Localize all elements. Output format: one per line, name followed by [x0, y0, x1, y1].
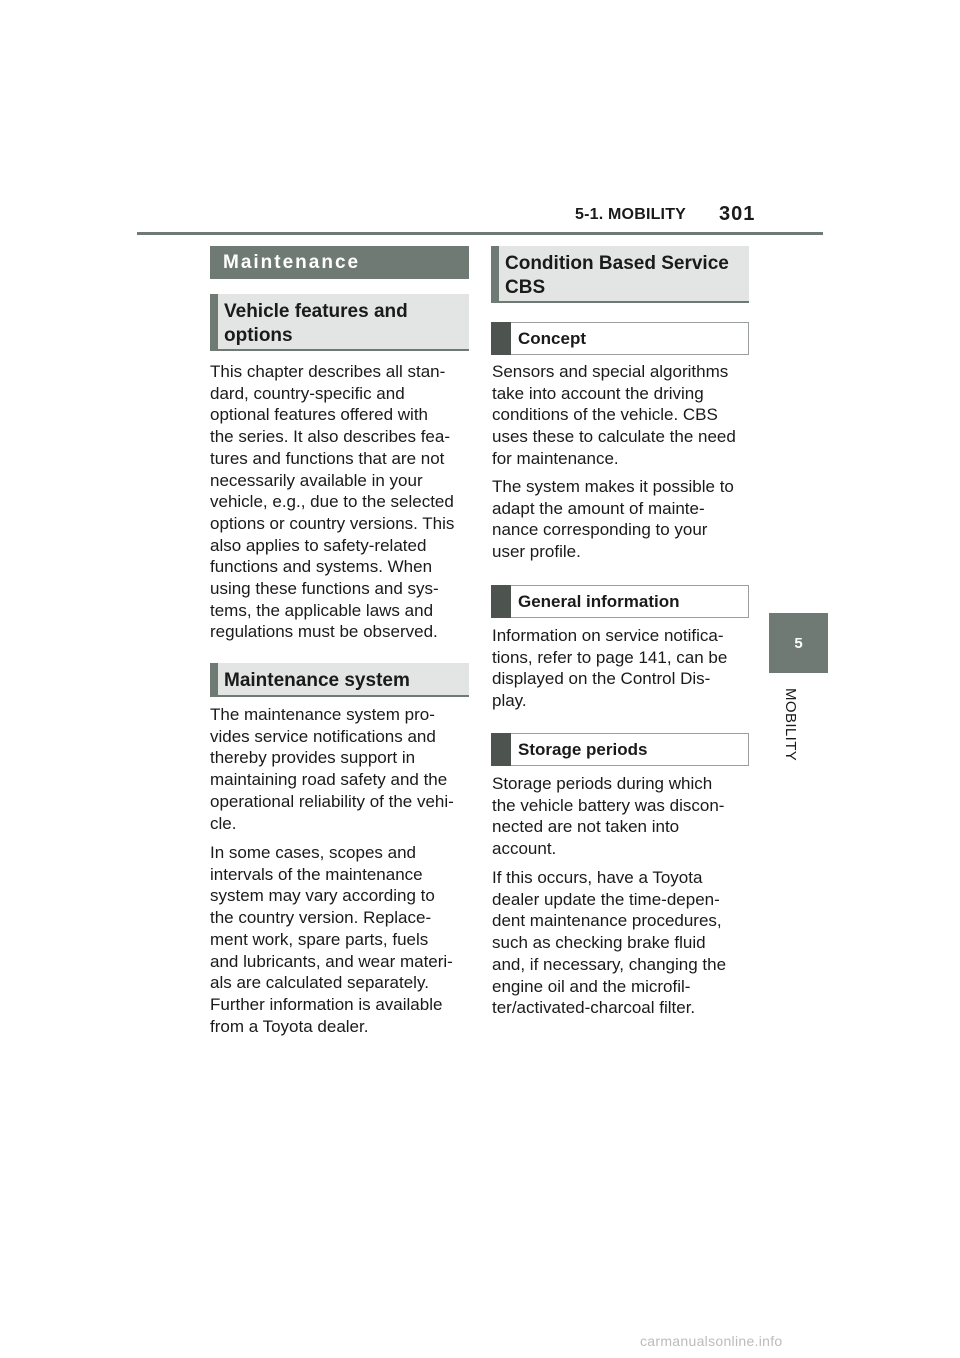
- text-line: thereby provides support in: [210, 748, 416, 768]
- text-line: options or country versions. This: [210, 513, 455, 533]
- maintenance-heading: Maintenance: [210, 246, 469, 279]
- text-line: Storage periods during which: [492, 774, 713, 793]
- text-line: the series. It also describes fea-: [210, 427, 451, 447]
- watermark: carmanualsonline.info: [640, 1333, 783, 1349]
- text-line: dard, country-specific and: [210, 383, 405, 403]
- text-line: system may vary according to: [210, 886, 435, 906]
- text-line: ment work, spare parts, fuels: [210, 929, 429, 949]
- text-line: play.: [492, 691, 527, 711]
- text-line: such as checking brake fluid: [492, 933, 706, 953]
- maintenance-system-heading: Maintenance system: [210, 663, 469, 697]
- text-line: Further information is available: [210, 994, 443, 1014]
- text-line: cle.: [210, 813, 237, 833]
- text-line: displayed on the Control Dis-: [492, 669, 711, 689]
- chapter-tab-label: MOBILITY: [782, 688, 799, 762]
- text-line: Sensors and special algorithms: [492, 362, 729, 381]
- concept-heading-label: Concept: [518, 328, 586, 348]
- text-line: for maintenance.: [492, 448, 619, 468]
- maintenance-system-paragraph-2: [210, 842, 475, 1037]
- text-line: The maintenance system pro-: [210, 705, 435, 724]
- text-line: regulations must be observed.: [210, 622, 438, 642]
- storage-periods-paragraph-1: [492, 773, 757, 860]
- concept-paragraph-2: [492, 476, 757, 563]
- text-line: als are calculated separately.: [210, 973, 429, 993]
- text-line: engine oil and the microfil-: [492, 976, 691, 996]
- text-line: conditions of the vehicle. CBS: [492, 405, 718, 425]
- text-line: the vehicle battery was discon-: [492, 795, 725, 815]
- storage-periods-paragraph-2: [492, 867, 757, 1019]
- text-line: This chapter describes all stan-: [210, 362, 446, 381]
- storage-periods-heading: [491, 733, 749, 766]
- text-line: tures and functions that are not: [210, 448, 445, 468]
- heading-marker: [491, 733, 511, 766]
- general-information-label: General information: [518, 591, 680, 611]
- text-line: intervals of the maintenance: [210, 864, 423, 884]
- text-line: The system makes it possible to: [492, 477, 734, 496]
- text-line: optional features offered with: [210, 405, 428, 425]
- text-line: uses these to calculate the need: [492, 427, 736, 447]
- heading-marker: [491, 585, 511, 618]
- text-line: vides service notifications and: [210, 726, 436, 746]
- text-line: the country version. Replace-: [210, 908, 432, 928]
- vehicle-features-paragraph: [210, 361, 475, 643]
- chapter-tab-number: 5: [769, 613, 828, 673]
- text-line: using these functions and sys-: [210, 579, 439, 599]
- vehicle-features-heading: Vehicle features and options: [210, 294, 469, 351]
- text-line: dealer update the time-depen-: [492, 889, 720, 909]
- text-line: vehicle, e.g., due to the selected: [210, 492, 454, 512]
- text-line: from a Toyota dealer.: [210, 1016, 369, 1036]
- cbs-heading: Condition Based Service CBS: [491, 246, 749, 303]
- maintenance-system-paragraph-1: [210, 704, 475, 834]
- text-line: and, if necessary, changing the: [492, 954, 727, 974]
- header-rule: [137, 232, 823, 235]
- text-line: maintaining road safety and the: [210, 770, 448, 790]
- text-line: operational reliability of the vehi-: [210, 791, 454, 811]
- text-line: ter/activated-charcoal filter.: [492, 998, 696, 1018]
- heading-marker: [491, 322, 511, 355]
- concept-heading: [491, 322, 749, 355]
- text-line: functions and systems. When: [210, 557, 433, 577]
- text-line: account.: [492, 839, 557, 859]
- concept-paragraph-1: [492, 361, 757, 470]
- text-line: If this occurs, have a Toyota: [492, 868, 703, 887]
- text-line: In some cases, scopes and: [210, 843, 417, 862]
- text-line: tions, refer to page 141, can be: [492, 647, 728, 667]
- section-title: 5-1. MOBILITY: [575, 206, 687, 223]
- text-line: and lubricants, and wear materi-: [210, 951, 453, 971]
- text-line: necessarily available in your: [210, 470, 423, 490]
- text-line: nance corresponding to your: [492, 520, 708, 540]
- text-line: adapt the amount of mainte-: [492, 498, 705, 518]
- text-line: take into account the driving: [492, 383, 704, 403]
- text-line: user profile.: [492, 542, 581, 562]
- text-line: nected are not taken into: [492, 817, 680, 837]
- text-line: tems, the applicable laws and: [210, 600, 434, 620]
- text-line: dent maintenance procedures,: [492, 911, 722, 931]
- general-information-paragraph: [492, 625, 757, 712]
- general-information-heading: [491, 585, 749, 618]
- text-line: Information on service notifica-: [492, 626, 724, 645]
- storage-periods-label: Storage periods: [518, 739, 648, 759]
- text-line: also applies to safety-related: [210, 535, 427, 555]
- page-number: 301: [719, 203, 756, 225]
